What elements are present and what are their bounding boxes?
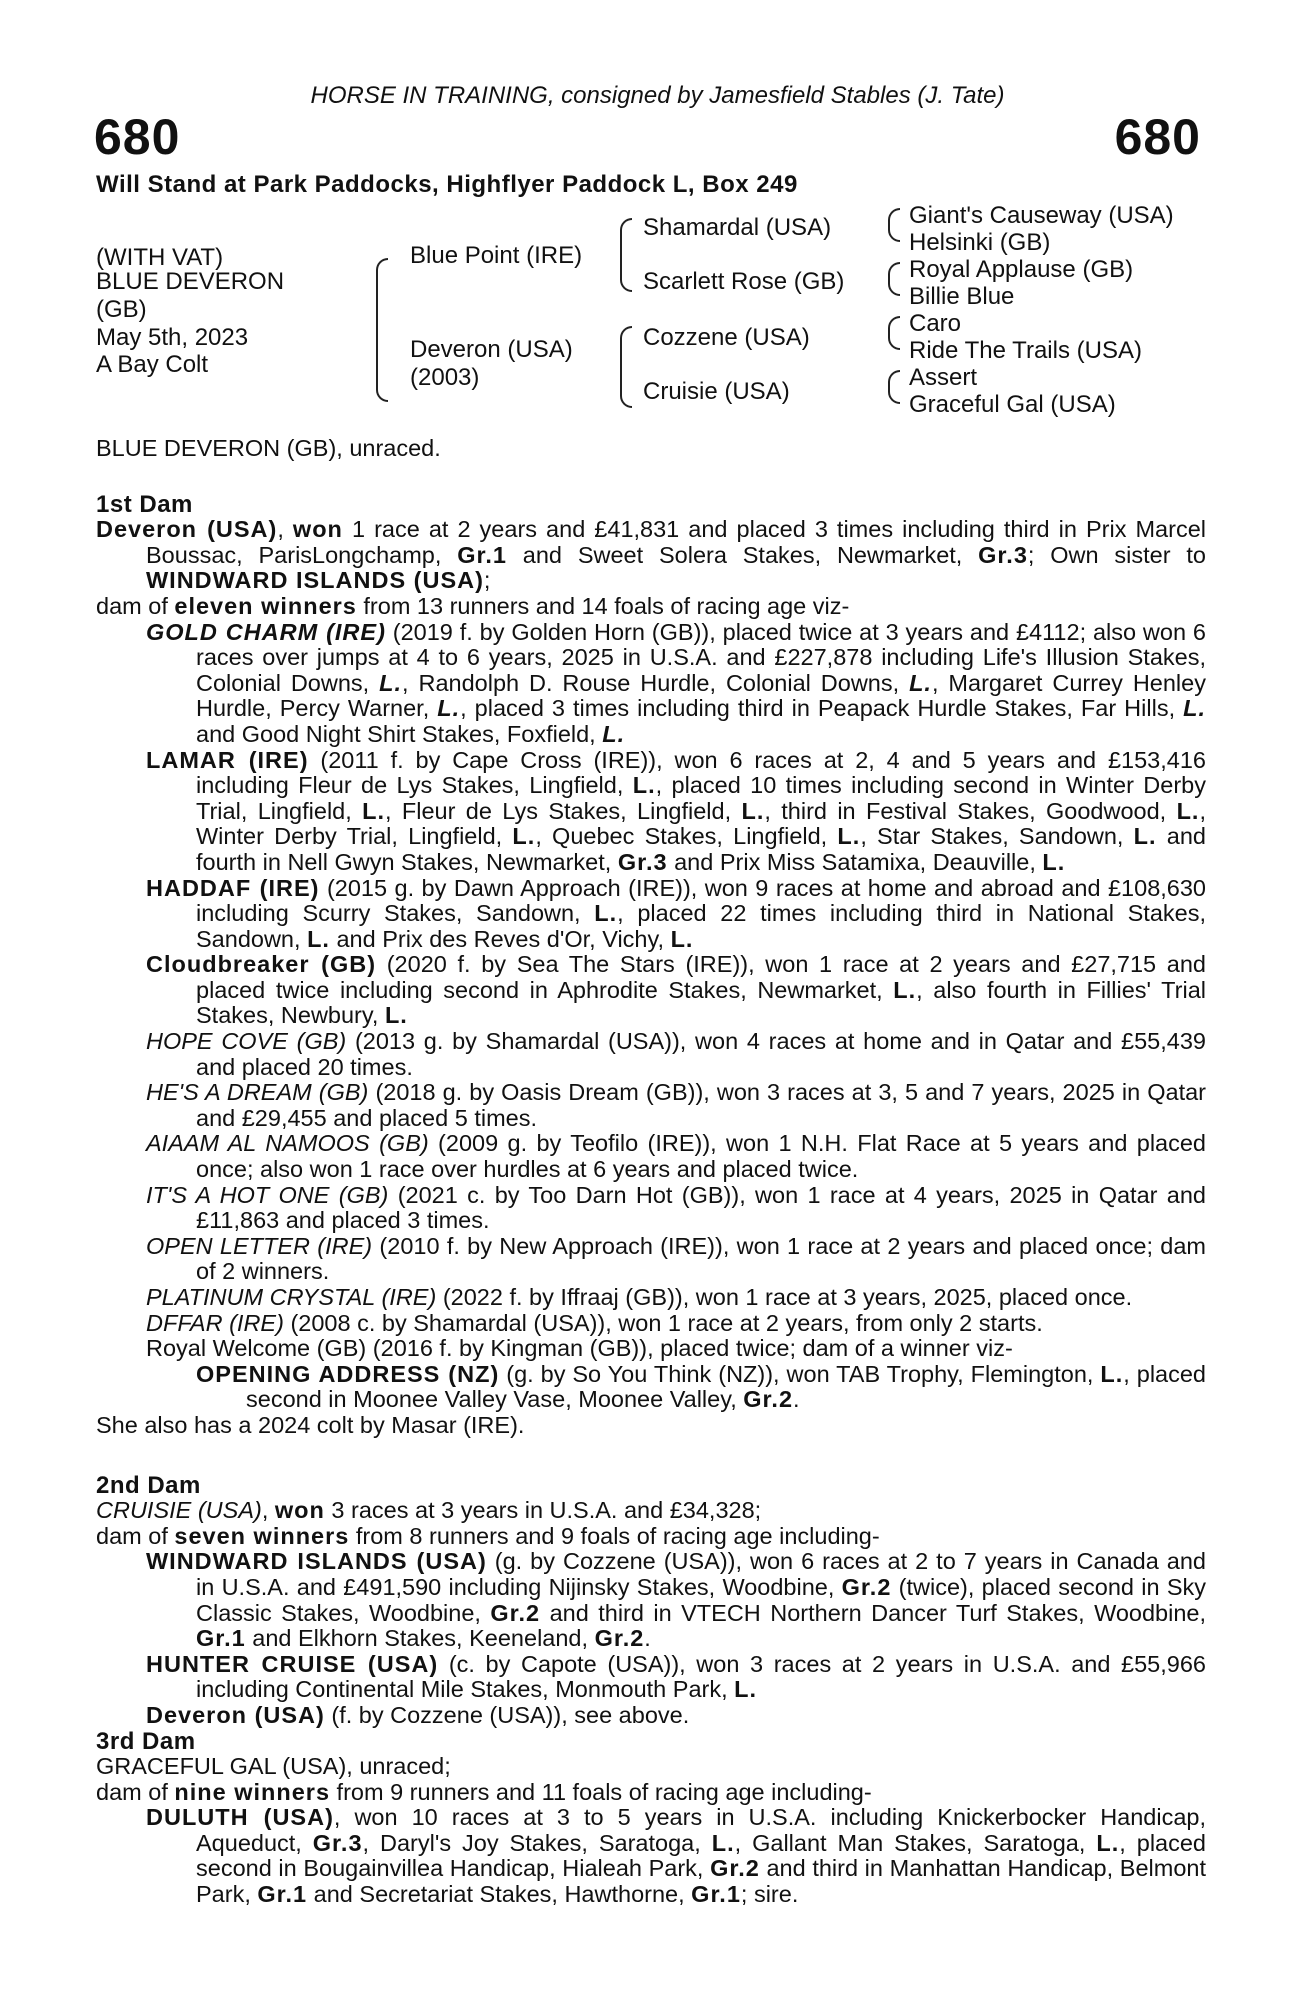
progeny-text: , third in Festival Stakes, Goodwood, [764, 797, 1177, 824]
winners-count: nine winners [174, 1778, 331, 1805]
race-grade: Gr.2 [841, 1573, 892, 1600]
first-dam-text1: 1 race at 2 years and £41,831 and placed 3 times including third in Prix Marcel Boussac, ParisLongchamp, [146, 516, 1206, 568]
winners-count: eleven winners [174, 592, 357, 619]
race-grade: L. [307, 925, 330, 952]
first-dam-heading: 1st Dam [96, 490, 193, 518]
progeny-text: and third in Manhattan Handicap, Belmont Park, [196, 1855, 1206, 1908]
sire-sire: Shamardal (USA) [643, 214, 832, 241]
progeny-text: (2009 g. by Teofilo (IRE)), won 1 N.H. Flat Race at 5 years and placed once; also won 1 race over hurdles at 6 years and placed twice. [196, 1130, 1206, 1183]
granddam-4: Graceful Gal (USA) [909, 391, 1116, 418]
sire: Blue Point (IRE) [410, 242, 583, 269]
third-dam-name: GRACEFUL GAL (USA), unraced; [96, 1753, 451, 1780]
unraced-note: BLUE DEVERON (GB), unraced. [96, 435, 441, 461]
race-grade: Gr.3 [312, 1829, 363, 1856]
race-grade: L. [909, 669, 932, 696]
stand-location: Will Stand at Park Paddocks, Highflyer Paddock L, Box 249 [96, 171, 798, 198]
progeny-text: and fourth in Nell Gwyn Stakes, Newmarket, [196, 823, 1206, 875]
race-grade: Gr.1 [691, 1881, 741, 1908]
progeny-entry [96, 1652, 1206, 1703]
grandsire-3: Caro [909, 310, 962, 337]
winners-count: seven winners [174, 1522, 350, 1549]
progeny-name: DULUTH (USA) [146, 1804, 334, 1831]
race-grade: Gr.2 [490, 1599, 541, 1626]
progeny-text: , Randolph D. Rouse Hurdle, Colonial Downs, [402, 669, 910, 696]
race-grade: L. [1176, 797, 1200, 824]
progeny-name: HOPE COVE (GB) [146, 1028, 347, 1055]
progeny-entry [96, 1183, 1206, 1234]
sire-dam-brace [376, 258, 388, 402]
granddam-1: Helsinki (GB) [909, 229, 1051, 256]
progeny-entry [96, 1805, 1206, 1907]
race-grade: L. [741, 797, 765, 824]
second-dam-progeny-list [96, 1549, 1206, 1728]
progeny-text: , placed 3 times including third in Peapack Hurdle Stakes, Far Hills, [460, 695, 1184, 722]
dam-of-label: dam of [96, 592, 175, 619]
progeny-name: HE'S A DREAM (GB) [146, 1079, 369, 1106]
progeny-name: HADDAF (IRE) [146, 874, 320, 901]
foaling-date: May 5th, 2023 [96, 324, 249, 351]
progeny-name: GOLD CHARM (IRE) [146, 618, 386, 645]
race-grade: Gr.3 [617, 848, 668, 875]
progeny-text: . [793, 1386, 800, 1413]
grandsire-4: Assert [909, 364, 978, 391]
race-grade: Gr.1 [257, 1881, 308, 1908]
progeny-text: , Fleur de Lys Stakes, Lingfield, [385, 797, 742, 824]
second-dam-text: 3 races at 3 years in U.S.A. and £34,328; [324, 1497, 762, 1524]
progeny-entry [96, 1311, 1206, 1337]
first-dam-won: won [292, 516, 343, 543]
third-dam-progeny-list [96, 1805, 1206, 1907]
progeny-entry [96, 620, 1206, 748]
first-dam-text4: ; [483, 567, 491, 594]
progeny-text: (twice), placed second in Sky Classic Stakes, Woodbine, [196, 1573, 1206, 1626]
race-grade: L. [384, 1002, 408, 1029]
progeny-text: and Secretariat Stakes, Hawthorne, [307, 1881, 692, 1908]
progeny-name: LAMAR (IRE) [146, 746, 309, 773]
first-dam-entry: Deveron (USA), won 1 race at 2 years and £41,831 and placed 3 times including third in Prix Marcel Boussac, ParisLongchamp, Gr.1 and Sweet Solera Stakes, Newmarket, Gr.3; Own sister to WINDWARD ISLANDS (USA); [96, 516, 1206, 594]
progeny-text: ; sire. [740, 1881, 799, 1908]
lot-number-left: 680 [94, 109, 181, 165]
own-sister-name: WINDWARD ISLANDS (USA) [146, 567, 484, 594]
first-dam-name: Deveron (USA) [96, 516, 278, 543]
progeny-text: (2022 f. by Iffraaj (GB)), won 1 race at 3 years, 2025, placed once. [436, 1284, 1133, 1310]
progeny-text: , Quebec Stakes, Lingfield, [535, 823, 838, 850]
progeny-name: Cloudbreaker (GB) [146, 951, 377, 978]
progeny-name: OPENING ADDRESS (NZ) [196, 1360, 500, 1387]
race-grade: L. [602, 720, 626, 747]
progeny-text: , placed second in Bougainvillea Handicap, Hialeah Park, [196, 1829, 1206, 1882]
grandsire-2: Royal Applause (GB) [909, 256, 1134, 283]
progeny-entry [96, 1131, 1206, 1182]
runners-summary: from 13 runners and 14 foals of racing age viz- [356, 592, 850, 619]
progeny-entry [96, 1285, 1206, 1311]
progeny-name: OPEN LETTER (IRE) [146, 1232, 373, 1259]
race-grade: L. [1100, 1360, 1124, 1387]
progeny-text: and Prix Miss Satamixa, Deauville, [667, 848, 1043, 875]
progeny-text: (2018 g. by Oasis Dream (GB)), won 3 races at 3, 5 and 7 years, 2025 in Qatar and £29,455 and placed 5 times. [196, 1079, 1206, 1131]
first-dam-produce-summary [96, 594, 1206, 620]
progeny-name: Royal Welcome (GB) [146, 1335, 367, 1362]
consignment-line: HORSE IN TRAINING, consigned by Jamesfield Stables (J. Tate) [310, 82, 1005, 109]
runners-summary: from 8 runners and 9 foals of racing age including- [349, 1522, 880, 1549]
dam-dam: Cruisie (USA) [643, 378, 790, 405]
progeny-name: HUNTER CRUISE (USA) [146, 1650, 439, 1677]
progeny-text: , Gallant Man Stakes, Saratoga, [734, 1829, 1097, 1856]
second-dam-entry: CRUISIE (USA), won 3 races at 3 years in U.S.A. and £34,328; [96, 1497, 762, 1524]
progeny-text: (g. by So You Think (NZ)), won TAB Trophy, Flemington, [499, 1360, 1101, 1387]
progeny-entry [96, 1029, 1206, 1080]
vat-note: (WITH VAT) [96, 244, 224, 271]
second-dam-name: CRUISIE (USA) [96, 1497, 262, 1524]
race-grade: L. [632, 772, 656, 799]
race-grade: L. [893, 976, 917, 1003]
progeny-text: , Winter Derby Trial, Lingfield, [196, 797, 1206, 850]
sire-dam: Scarlett Rose (GB) [643, 268, 845, 295]
progeny-text: (2019 f. by Golden Horn (GB)), placed twice at 3 years and £4112; also won 6 races over jumps at 4 to 6 years, 2025 in U.S.A. and £227,878 including Life's Illusion Stakes, Colonial Downs, [196, 618, 1206, 696]
g-brace-4 [888, 370, 900, 404]
progeny-name: PLATINUM CRYSTAL (IRE) [146, 1284, 437, 1310]
horse-name-line1: BLUE DEVERON [96, 268, 285, 295]
progeny-name: Deveron (USA) [146, 1701, 325, 1728]
progeny-text: (2015 g. by Dawn Approach (IRE)), won 9 races at home and abroad and £108,630 including Scurry Stakes, Sandown, [196, 874, 1206, 927]
progeny-name: WINDWARD ISLANDS (USA) [146, 1548, 487, 1575]
progeny-text: (2008 c. by Shamardal (USA)), won 1 race at 2 years, from only 2 starts. [283, 1309, 1043, 1336]
grade-gr1: Gr.1 [457, 541, 507, 568]
lot-number-right: 680 [1114, 109, 1201, 165]
race-grade: L. [512, 823, 536, 850]
progeny-text: (2010 f. by New Approach (IRE)), won 1 race at 2 years and placed once; dam of 2 winners. [196, 1232, 1206, 1285]
g-brace-2 [888, 262, 900, 296]
progeny-text: , Daryl's Joy Stakes, Saratoga, [362, 1829, 712, 1856]
progeny-text: (g. by Cozzene (USA)), won 6 races at 2 to 7 years in Canada and in U.S.A. and £491,590 including Nijinsky Stakes, Woodbine, [196, 1548, 1206, 1600]
progeny-text: and Prix des Reves d'Or, Vichy, [329, 925, 671, 952]
g-brace-3 [888, 316, 900, 350]
granddam-3: Ride The Trails (USA) [909, 337, 1142, 364]
progeny-entry [96, 1080, 1206, 1131]
progeny-text: , also fourth in Fillies' Trial Stakes, Newbury, [196, 976, 1206, 1029]
catalogue-body [96, 436, 1206, 1908]
progeny-text: , Star Stakes, Sandown, [860, 823, 1134, 850]
race-grade: L. [437, 695, 461, 722]
progeny-text: , placed second in Moonee Valley Vase, Moonee Valley, [246, 1360, 1206, 1413]
progeny-text: (2011 f. by Cape Cross (IRE)), won 6 races at 2, 4 and 5 years and £153,416 including Fleur de Lys Stakes, Lingfield, [196, 746, 1206, 799]
progeny-text: (2021 c. by Too Darn Hot (GB)), won 1 race at 4 years, 2025 in Qatar and £11,863 and placed 3 times. [196, 1181, 1206, 1234]
dam-of-label: dam of [96, 1778, 175, 1805]
second-dam-heading: 2nd Dam [96, 1471, 201, 1499]
first-dam-text2: and Sweet Solera Stakes, Newmarket, [506, 541, 979, 568]
progeny-text: and Good Night Shirt Stakes, Foxfield, [196, 720, 603, 747]
race-grade: L. [670, 925, 694, 952]
progeny-entry [96, 1549, 1206, 1651]
progeny-text: , placed 22 times including third in National Stakes, Sandown, [196, 900, 1206, 952]
dam-parents-brace [620, 326, 632, 408]
second-dam-produce-summary [96, 1524, 1206, 1550]
race-grade: L. [1042, 848, 1066, 875]
race-grade: Gr.2 [743, 1386, 794, 1413]
progeny-text: , placed 10 times including second in Winter Derby Trial, Lingfield, [196, 772, 1206, 824]
horse-name-line2: (GB) [96, 296, 147, 323]
progeny-name: AIAAM AL NAMOOS (GB) [146, 1130, 429, 1157]
horse-description: A Bay Colt [96, 351, 209, 378]
progeny-entry [96, 876, 1206, 953]
progeny-text: and third in VTECH Northern Dancer Turf Stakes, Woodbine, [540, 1599, 1206, 1626]
runners-summary: from 9 runners and 11 foals of racing age including- [330, 1778, 872, 1805]
progeny-entry [96, 1336, 1206, 1362]
progeny-text: (2016 f. by Kingman (GB)), placed twice; dam of a winner viz- [366, 1335, 1013, 1362]
progeny-entry [96, 1234, 1206, 1285]
race-grade: L. [379, 669, 403, 696]
progeny-name: IT'S A HOT ONE (GB) [146, 1181, 389, 1208]
grandsire-1: Giant's Causeway (USA) [909, 202, 1174, 229]
race-grade: L. [1096, 1829, 1120, 1856]
progeny-text: . [644, 1625, 651, 1652]
race-grade: L. [837, 823, 861, 850]
race-grade: L. [734, 1676, 758, 1703]
dam-sire: Cozzene (USA) [643, 324, 810, 351]
race-grade: L. [711, 1829, 735, 1856]
first-dam-progeny-list [96, 620, 1206, 1362]
race-grade: L. [1133, 823, 1157, 850]
third-dam-heading: 3rd Dam [96, 1727, 196, 1755]
second-dam-won: won [274, 1497, 325, 1524]
race-grade: Gr.2 [594, 1625, 645, 1652]
progeny-text: , won 10 races at 3 to 5 years in U.S.A. including Knickerbocker Handicap, Aqueduct, [196, 1804, 1207, 1856]
race-grade: Gr.1 [196, 1625, 246, 1652]
progeny-entry [96, 952, 1206, 1029]
progeny-name: DFFAR (IRE) [146, 1309, 284, 1336]
progeny-text: , Margaret Currey Henley Hurdle, Percy Warner, [196, 669, 1206, 722]
dam-of-label: dam of [96, 1522, 175, 1549]
grade-gr3: Gr.3 [978, 541, 1028, 568]
dam-line1: Deveron (USA) [410, 336, 573, 363]
progeny-text: (2020 f. by Sea The Stars (IRE)), won 1 race at 2 years and £27,715 and placed twice including second in Aphrodite Stakes, Newmarket, [196, 951, 1207, 1003]
race-grade: L. [594, 900, 618, 927]
progeny-text: (f. by Cozzene (USA)), see above. [324, 1701, 690, 1728]
race-grade: L. [362, 797, 386, 824]
third-dam-produce-summary [96, 1780, 1206, 1806]
progeny-entry [96, 748, 1206, 876]
progeny-text: (c. by Capote (USA)), won 3 races at 2 years in U.S.A. and £55,966 including Continental Mile Stakes, Monmouth Park, [196, 1650, 1206, 1703]
progeny-text: (2013 g. by Shamardal (USA)), won 4 races at home and in Qatar and £55,439 and placed 20 times. [196, 1028, 1206, 1080]
dam-line2: (2003) [410, 364, 480, 391]
first-dam-text3: ; Own sister to [1027, 541, 1206, 568]
granddam-2: Billie Blue [909, 283, 1015, 310]
g-brace-1 [888, 208, 900, 242]
race-grade: Gr.2 [710, 1855, 760, 1882]
progeny-entry [96, 1703, 1206, 1729]
progeny-text: and Elkhorn Stakes, Keeneland, [245, 1625, 595, 1652]
grand-progeny-entry [96, 1362, 1206, 1413]
also-has-note: She also has a 2024 colt by Masar (IRE). [96, 1411, 525, 1438]
sire-parents-brace [620, 218, 632, 292]
race-grade: L. [1183, 695, 1206, 722]
